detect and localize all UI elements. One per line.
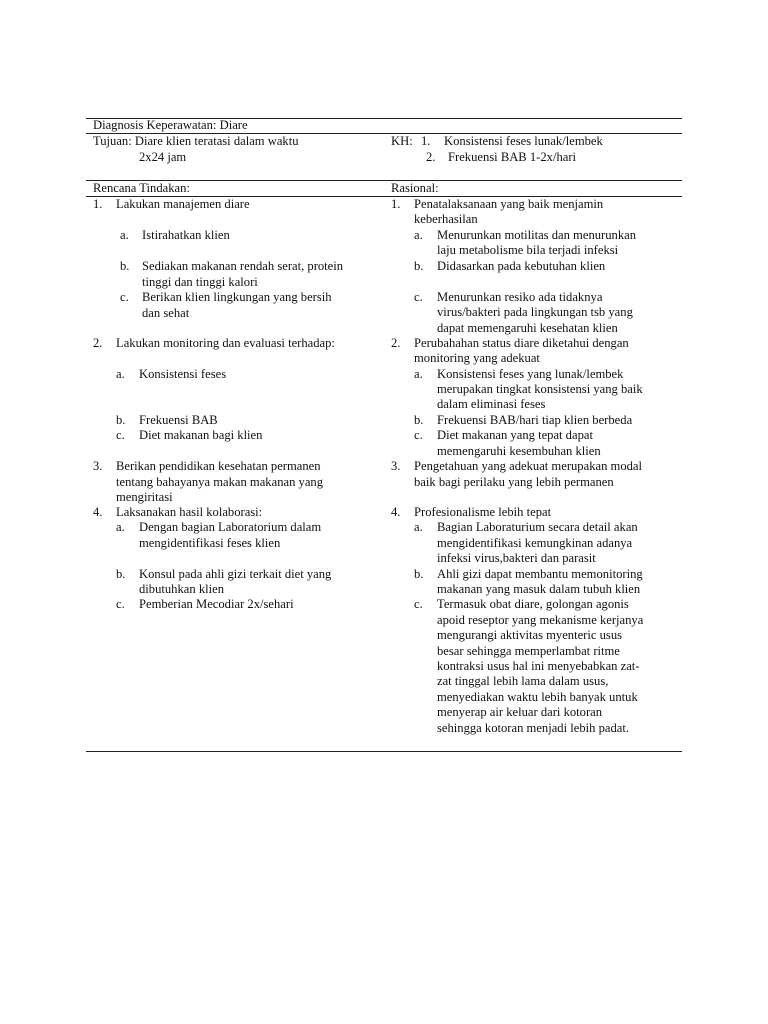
rationale-subitem: Konsistensi feses yang lunak/lembek xyxy=(437,367,624,381)
action-subitem: Diet makanan bagi klien xyxy=(139,428,263,442)
criteria-item: Konsistensi feses lunak/lembek xyxy=(444,134,603,148)
rationale-subitem: memengaruhi kesembuhan klien xyxy=(437,444,601,458)
rationale-subitem: Termasuk obat diare, golongan agonis xyxy=(437,597,629,611)
action-number: 1. xyxy=(93,197,103,211)
rationale-subitem: merupakan tingkat konsistensi yang baik xyxy=(437,382,643,396)
action-subitem: Sediakan makanan rendah serat, protein xyxy=(142,259,344,273)
rationale-subitem-letter: c. xyxy=(414,290,423,304)
rationale-subitem-letter: b. xyxy=(414,259,424,273)
rationale-subitem-letter: c. xyxy=(414,428,423,442)
action-subitem: Konsistensi feses xyxy=(139,367,227,381)
action-subitem: mengidentifikasi feses klien xyxy=(139,536,281,550)
action-subitem-letter: b. xyxy=(116,413,126,427)
rationale-subitem: menyediakan waktu lebih banyak untuk xyxy=(437,690,638,704)
rationale-subitem: sehingga kotoran menjadi lebih padat. xyxy=(437,721,629,735)
rationale-subitem: dapat memengaruhi kesehatan klien xyxy=(437,321,618,335)
action-item: Laksanakan hasil kolaborasi: xyxy=(116,505,263,519)
rationale-subitem: menyerap air keluar dari kotoran xyxy=(437,705,603,719)
criteria-item-number: 1. xyxy=(421,134,431,148)
rationale-subitem: kontraksi usus hal ini menyebabkan zat- xyxy=(437,659,640,673)
action-item: tentang bahayanya makan makanan yang xyxy=(116,475,324,489)
rationale-item: Perubahahan status diare diketahui dengan xyxy=(414,336,629,350)
action-subitem: dibutuhkan klien xyxy=(139,582,224,596)
action-subitem: Istirahatkan klien xyxy=(142,228,230,242)
rationale-subitem-letter: b. xyxy=(414,567,424,581)
action-subitem-letter: c. xyxy=(120,290,129,304)
action-subitem: tinggi dan tinggi kalori xyxy=(142,275,258,289)
rationale-subitem: Diet makanan yang tepat dapat xyxy=(437,428,593,442)
criteria-item-number: 2. xyxy=(426,150,436,164)
rationale-header: Rasional: xyxy=(391,181,439,195)
action-subitem-letter: c. xyxy=(116,597,125,611)
rationale-subitem: zat tinggal lebih lama dalam usus, xyxy=(437,674,609,688)
rationale-subitem: mengidentifikasi kemungkinan adanya xyxy=(437,536,633,550)
rationale-subitem-letter: a. xyxy=(414,228,423,242)
rationale-subitem: Menurunkan motilitas dan menurunkan xyxy=(437,228,637,242)
action-subitem-letter: b. xyxy=(120,259,130,273)
actions-header: Rencana Tindakan: xyxy=(93,181,190,195)
rationale-number: 4. xyxy=(391,505,401,519)
criteria-label: KH: xyxy=(391,134,413,148)
rationale-number: 1. xyxy=(391,197,401,211)
action-subitem-letter: a. xyxy=(120,228,129,242)
action-number: 4. xyxy=(93,505,103,519)
action-item: Lakukan manajemen diare xyxy=(116,197,250,211)
action-number: 3. xyxy=(93,459,103,473)
rationale-subitem: virus/bakteri pada lingkungan tsb yang xyxy=(437,305,633,319)
rationale-subitem-letter: a. xyxy=(414,367,423,381)
action-subitem: Konsul pada ahli gizi terkait diet yang xyxy=(139,567,332,581)
rationale-item: keberhasilan xyxy=(414,212,478,226)
action-subitem-letter: b. xyxy=(116,567,126,581)
action-subitem: Frekuensi BAB xyxy=(139,413,218,427)
rationale-subitem-letter: b. xyxy=(414,413,424,427)
rationale-item: Pengetahuan yang adekuat merupakan modal xyxy=(414,459,643,473)
rationale-subitem: Bagian Laboraturium secara detail akan xyxy=(437,520,638,534)
action-subitem: Dengan bagian Laboratorium dalam xyxy=(139,520,322,534)
rationale-subitem: Ahli gizi dapat membantu memonitoring xyxy=(437,567,643,581)
rationale-subitem: makanan yang masuk dalam tubuh klien xyxy=(437,582,641,596)
rationale-subitem: dalam eliminasi feses xyxy=(437,397,546,411)
rationale-subitem-letter: a. xyxy=(414,520,423,534)
action-item: Lakukan monitoring dan evaluasi terhadap: xyxy=(116,336,335,350)
diagnosis-title: Diagnosis Keperawatan: Diare xyxy=(93,118,248,132)
rationale-subitem: apoid reseptor yang mekanisme kerjanya xyxy=(437,613,644,627)
action-subitem: dan sehat xyxy=(142,306,190,320)
rationale-subitem: infeksi virus,bakteri dan parasit xyxy=(437,551,596,565)
rationale-subitem-letter: c. xyxy=(414,597,423,611)
rationale-number: 3. xyxy=(391,459,401,473)
goal-line-2: 2x24 jam xyxy=(139,150,187,164)
action-number: 2. xyxy=(93,336,103,350)
action-subitem: Pemberian Mecodiar 2x/sehari xyxy=(139,597,294,611)
rationale-subitem: laju metabolisme bila terjadi infeksi xyxy=(437,243,619,257)
action-item: Berikan pendidikan kesehatan permanen xyxy=(116,459,321,473)
rationale-item: baik bagi perilaku yang lebih permanen xyxy=(414,475,614,489)
table-bottom-rule xyxy=(86,751,682,752)
rationale-item: monitoring yang adekuat xyxy=(414,351,540,365)
rationale-item: Profesionalisme lebih tepat xyxy=(414,505,552,519)
rationale-item: Penatalaksanaan yang baik menjamin xyxy=(414,197,604,211)
action-subitem: Berikan klien lingkungan yang bersih xyxy=(142,290,332,304)
action-item: mengiritasi xyxy=(116,490,173,504)
rationale-subitem: Frekuensi BAB/hari tiap klien berbeda xyxy=(437,413,633,427)
goal-line-1: Tujuan: Diare klien teratasi dalam waktu xyxy=(93,134,299,148)
action-subitem-letter: c. xyxy=(116,428,125,442)
rationale-subitem: mengurangi aktivitas myenteric usus xyxy=(437,628,623,642)
rationale-subitem: Menurunkan resiko ada tidaknya xyxy=(437,290,603,304)
rationale-subitem: besar sehingga memperlambat ritme xyxy=(437,644,620,658)
action-subitem-letter: a. xyxy=(116,367,125,381)
action-subitem-letter: a. xyxy=(116,520,125,534)
rationale-number: 2. xyxy=(391,336,401,350)
criteria-item: Frekuensi BAB 1-2x/hari xyxy=(448,150,577,164)
rationale-subitem: Didasarkan pada kebutuhan klien xyxy=(437,259,606,273)
